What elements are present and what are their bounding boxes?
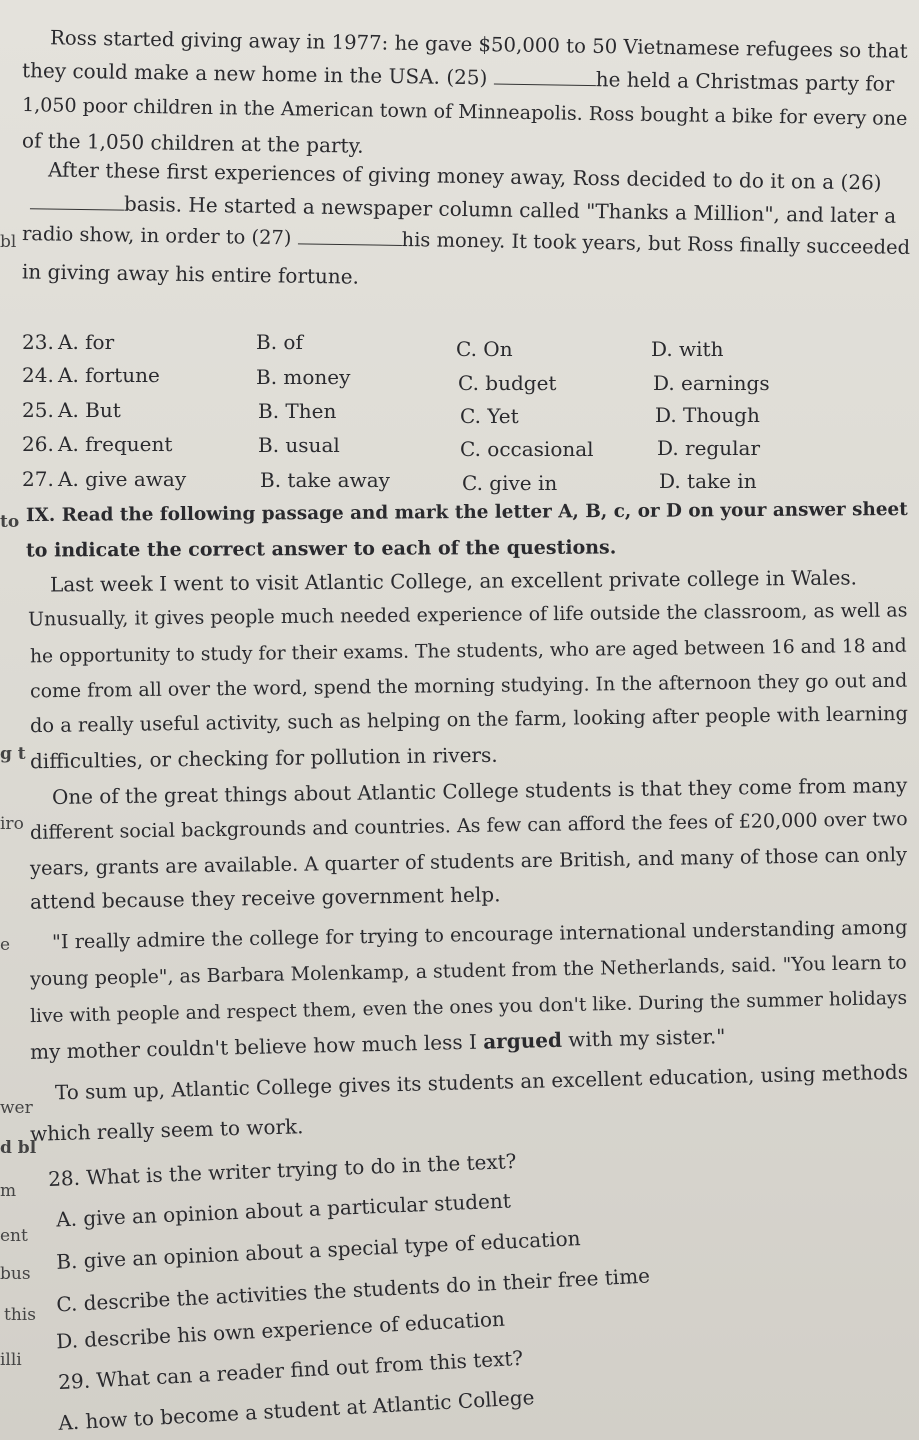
passage-line: basis. He started a newspaper column called "Thanks a Million", and later a — [30, 190, 897, 228]
option-a: A. for — [58, 330, 115, 354]
q28-option-a: A. give an opinion about a particular student — [55, 1188, 512, 1232]
passage-line: live with people and respect them, even the ones you don't like. During the summer holidays — [29, 987, 908, 1028]
passage-line: attend because they receive government help. — [29, 882, 501, 914]
option-d: D. regular — [657, 436, 760, 460]
question-number: 26. — [22, 432, 54, 456]
passage-line: To sum up, Atlantic College gives its students an excellent education, using methods — [54, 1060, 909, 1105]
passage-line: which really seem to work. — [29, 1114, 304, 1146]
question-number: 24. — [22, 363, 54, 387]
option-c: C. Yet — [460, 404, 519, 428]
margin-fragment: this — [4, 1305, 36, 1325]
margin-fragment: g t — [0, 744, 26, 764]
passage-line: come from all over the word, spend the morning studying. In the afternoon they go out and — [29, 669, 908, 703]
option-b: B. usual — [258, 433, 340, 457]
q28-option-c: C. describe the activities the students do in their free time — [55, 1263, 651, 1317]
option-d: D. with — [651, 337, 724, 361]
passage-line: young people", as Barbara Molenkamp, a student from the Netherlands, said. "You learn to — [29, 951, 907, 991]
margin-fragment: d bl — [0, 1138, 37, 1158]
margin-fragment: bus — [0, 1264, 31, 1284]
blank-26 — [30, 208, 124, 210]
q29-option-a: A. how to become a student at Atlantic College — [57, 1385, 535, 1435]
option-b: B. take away — [260, 468, 390, 492]
margin-fragment: e — [0, 935, 11, 955]
passage-line: of the 1,050 children at the party. — [21, 128, 364, 158]
question-number: 25. — [22, 398, 54, 422]
passage-line: Unusually, it gives people much needed experience of life outside the classroom, as well as — [27, 599, 908, 631]
option-a: A. frequent — [58, 432, 173, 456]
option-a: A. But — [58, 398, 121, 422]
section-heading: to indicate the correct answer to each of the questions. — [25, 536, 617, 562]
option-d: D. Though — [655, 403, 760, 427]
passage-line: One of the great things about Atlantic College students is that they come from many — [51, 774, 908, 809]
option-a: A. fortune — [58, 363, 160, 387]
option-c: C. occasional — [460, 437, 594, 461]
question-29-stem: 29. What can a reader find out from this text? — [57, 1345, 524, 1395]
passage-line: After these first experiences of giving money away, Ross decided to do it on a (26) — [47, 157, 882, 195]
margin-fragment: m — [0, 1181, 17, 1201]
passage-line: Ross started giving away in 1977: he gave $50,000 to 50 Vietnamese refugees so that — [49, 26, 908, 63]
question-number: 27. — [22, 467, 54, 491]
option-d: D. earnings — [653, 371, 770, 395]
margin-fragment: bl — [0, 232, 17, 252]
option-b: B. Then — [258, 399, 337, 423]
margin-fragment: illi — [0, 1350, 22, 1370]
passage-line: difficulties, or checking for pollution in rivers. — [29, 742, 498, 774]
option-b: B. of — [256, 330, 303, 354]
blank-27 — [298, 243, 402, 246]
emphasized-word: argued — [482, 1027, 563, 1054]
passage-line: radio show, in order to (27) his money. It took years, but Ross finally succeeded — [21, 222, 911, 259]
option-a: A. give away — [58, 467, 187, 491]
q28-option-b: B. give an opinion about a special type of education — [55, 1226, 581, 1274]
passage-line: in giving away his entire fortune. — [21, 259, 360, 289]
passage-line: my mother couldn't believe how much less I argued with my sister." — [29, 1024, 726, 1064]
passage-line: different social backgrounds and countries. As few can afford the fees of £20,000 over two — [29, 808, 908, 844]
passage-line: years, grants are available. A quarter of students are British, and many of those can only — [29, 843, 908, 880]
q28-option-d: D. describe his own experience of education — [55, 1306, 506, 1354]
passage-line: they could make a new home in the USA. (25) he held a Christmas party for — [21, 58, 895, 96]
question-number: 23. — [22, 330, 54, 354]
option-c: C. budget — [458, 371, 557, 395]
passage-line: Last week I went to visit Atlantic College, an excellent private college in Wales. — [49, 565, 858, 597]
option-c: C. On — [456, 337, 513, 361]
option-b: B. money — [256, 365, 351, 389]
section-heading: IX. Read the following passage and mark the letter A, B, c, or D on your answer sheet — [25, 498, 908, 527]
passage-line: "I really admire the college for trying to encourage international understanding among — [51, 915, 908, 954]
blank-25 — [494, 84, 596, 87]
passage-line: do a really useful activity, such as helping on the farm, looking after people with learning — [29, 701, 909, 738]
passage-line: 1,050 poor children in the American town of Minneapolis. Ross bought a bike for every one — [21, 93, 908, 130]
margin-fragment: to — [0, 512, 20, 532]
question-28-stem: 28. What is the writer trying to do in the text? — [47, 1149, 517, 1191]
margin-fragment: wer — [0, 1098, 33, 1118]
option-d: D. take in — [659, 469, 757, 493]
margin-fragment: ent — [0, 1226, 28, 1246]
passage-line: he opportunity to study for their exams. The students, who are aged between 16 and 18 and — [29, 635, 907, 668]
option-c: C. give in — [462, 471, 558, 495]
margin-fragment: iro — [0, 814, 24, 834]
